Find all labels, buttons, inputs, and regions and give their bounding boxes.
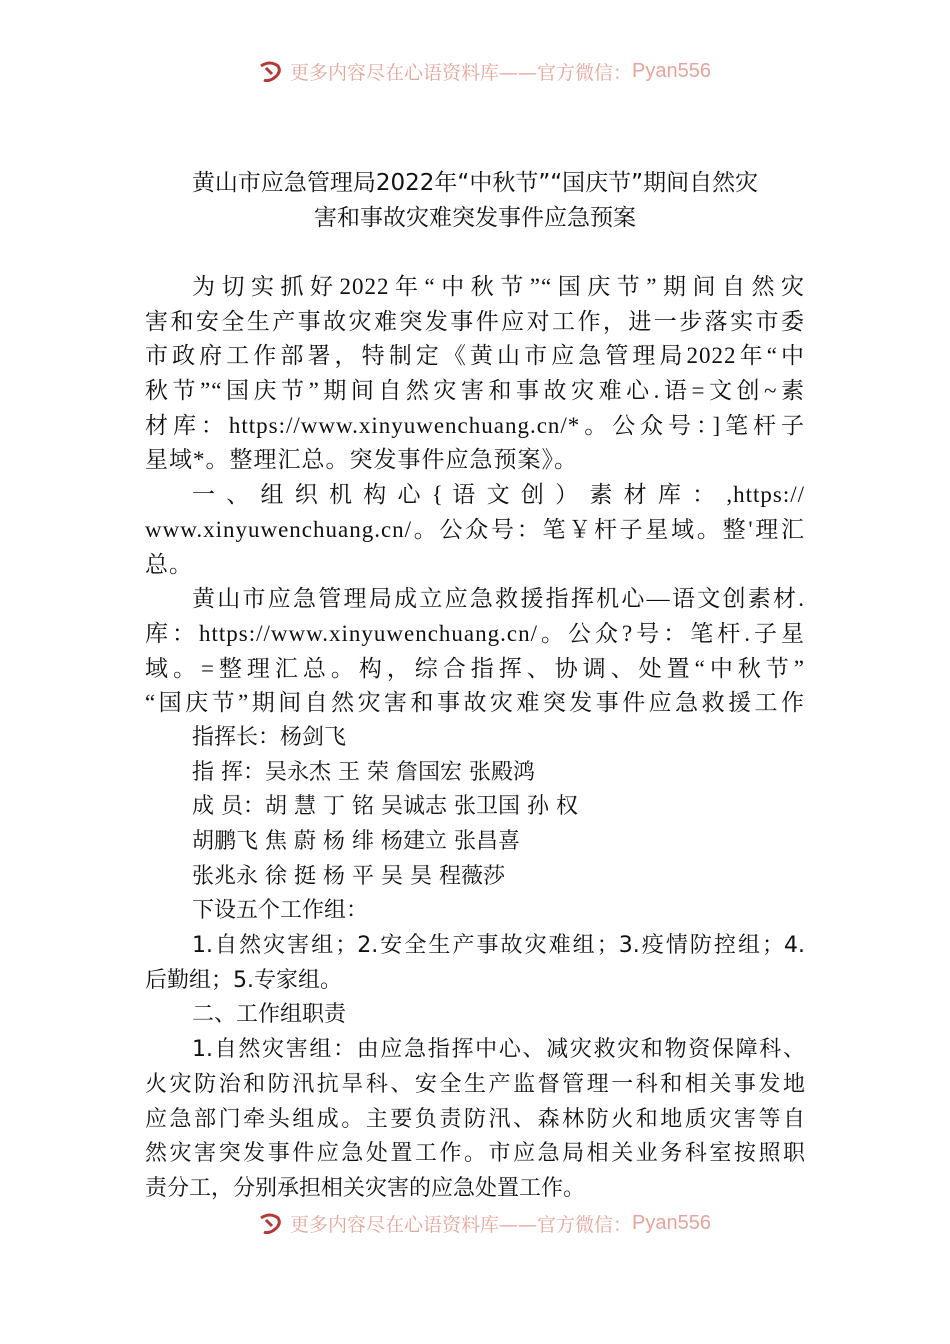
text-line: 成 员：胡 慧 丁 铭 吴诚志 张卫国 孙 权 bbox=[192, 794, 578, 820]
text-line: 胡鹏飞 焦 蔚 杨 绯 杨建立 张昌喜 bbox=[192, 829, 520, 854]
text-line: 黄山市应急管理局成立应急救援指挥机心—语文创素材. bbox=[192, 586, 805, 612]
text-line: 害和安全生产事故灾难突发事件应对工作，进一步落实市委 bbox=[145, 308, 805, 334]
text-line: 下设五个工作组： bbox=[192, 898, 369, 924]
document-body bbox=[145, 270, 805, 1207]
watermark-id: Pyan556 bbox=[632, 59, 711, 82]
logo-icon bbox=[258, 1212, 284, 1234]
text-line: 责分工，分别承担相关灾害的应急处置工作。 bbox=[145, 1175, 586, 1201]
logo-icon bbox=[258, 60, 284, 82]
text-line: 总。 bbox=[145, 551, 193, 577]
header-watermark bbox=[258, 56, 738, 86]
text-line: “国庆节”期间自然灾害和事故灾难突发事件应急救援工作 bbox=[145, 690, 805, 716]
paragraph bbox=[145, 270, 805, 478]
text-line: 1.自然灾害组；2.安全生产事故灾难组；3.疫情防控组；4. bbox=[192, 933, 805, 959]
text-line: 然灾害突发事件应急处置工作。市应急局相关业务科室按照职 bbox=[145, 1141, 805, 1167]
text-line: 秋节”“国庆节”期间自然灾害和事故灾难心.语=文创~素 bbox=[145, 378, 805, 404]
text-line: 库：https://www.xinyuwenchuang.cn/。公众?号：笔杆.子星 bbox=[145, 620, 805, 646]
text-line: 火灾防治和防汛抗旱科、安全生产监督管理一科和相关事发地 bbox=[145, 1071, 805, 1097]
text-line: 材库：https://www.xinyuwenchuang.cn/*。公众号：]笔杆子 bbox=[145, 412, 805, 438]
title-line: 害和事故灾难突发事件应急预案 bbox=[314, 205, 636, 231]
text-line: 指 挥：吴永杰 王 荣 詹国宏 张殿鸿 bbox=[192, 759, 535, 785]
document-title bbox=[145, 166, 805, 236]
footer-watermark bbox=[258, 1208, 738, 1238]
paragraph bbox=[145, 721, 805, 1207]
paragraph bbox=[145, 478, 805, 582]
text-line: 后勤组；5.专家组。 bbox=[145, 967, 342, 993]
text-line: 为切实抓好2022年“中秋节”“国庆节”期间自然灾 bbox=[192, 274, 805, 299]
text-line: 指挥长：杨剑飞 bbox=[192, 724, 347, 750]
watermark-id: Pyan556 bbox=[632, 1211, 711, 1234]
text-line: 应急部门牵头组成。主要负责防汛、森林防火和地质灾害等自 bbox=[145, 1106, 805, 1132]
watermark-text: 更多内容尽在心语资料库——官方微信： bbox=[290, 61, 633, 84]
text-line: 星域*。整理汇总。突发事件应急预案》。 bbox=[145, 447, 578, 473]
text-line: 张兆永 徐 挺 杨 平 吴 昊 程薇莎 bbox=[192, 863, 505, 889]
text-line: 一 、 组 织 机 构 心 { 语 文 创 ） 素 材 库 ： ,https:// bbox=[192, 482, 805, 508]
text-line: 市政府工作部署，特制定《黄山市应急管理局2022年“中 bbox=[145, 343, 805, 369]
title-line: 黄山市应急管理局2022年“中秋节”“国庆节”期间自然灾 bbox=[191, 170, 759, 196]
text-line: 域。=整理汇总。构，综合指挥、协调、处置“中秋节” bbox=[145, 655, 805, 681]
text-line: 1.自然灾害组：由应急指挥中心、减灾救灾和物资保障科、 bbox=[192, 1037, 805, 1063]
paragraph bbox=[145, 582, 805, 721]
text-line: www.xinyuwenchuang.cn/。公众号：笔￥杆子星域。整'理汇 bbox=[145, 516, 805, 542]
watermark-text: 更多内容尽在心语资料库——官方微信： bbox=[290, 1213, 633, 1236]
text-line: 二、工作组职责 bbox=[192, 1002, 347, 1028]
